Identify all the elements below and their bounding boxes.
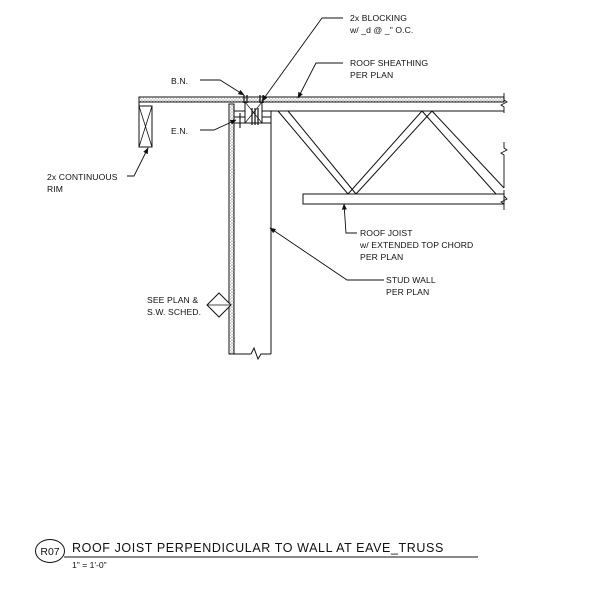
stud-wall [229,104,271,359]
title-block [36,540,479,571]
shear-callout-line1: SEE PLAN & [147,295,199,305]
detail-scale: 1" = 1'-0" [72,560,107,570]
roof-joist-webs [271,111,507,194]
en-callout: E.N. [171,126,189,136]
bottom-chord [303,190,507,210]
sheathing-callout-line1: ROOF SHEATHING [350,58,429,68]
blocking-callout-line1: 2x BLOCKING [350,13,407,23]
shear-callout-line2: S.W. SCHED. [147,307,202,317]
rim-callout-line1: 2x CONTINUOUS [47,172,118,182]
detail-title: ROOF JOIST PERPENDICULAR TO WALL AT EAVE_TRUSS [72,541,444,555]
shear-wall-symbol [207,293,231,317]
sheathing-callout-line2: PER PLAN [350,70,394,80]
roof-sheathing [139,93,507,113]
blocking-callout-line2: w/ _d @ _" O.C. [350,25,414,35]
leaders [127,18,384,280]
rim-callout-line2: RIM [47,184,64,194]
callouts [47,13,473,317]
joist-callout-line2: w/ EXTENDED TOP CHORD [360,240,474,250]
stud-callout-line2: PER PLAN [386,287,430,297]
stud-callout-line1: STUD WALL [386,275,436,285]
bn-callout: B.N. [171,76,189,86]
joist-callout-line3: PER PLAN [360,252,404,262]
joist-callout-line1: ROOF JOIST [360,228,413,238]
detail-tag: R07 [40,546,60,558]
top-chord [139,102,504,111]
continuous-rim [139,106,152,147]
